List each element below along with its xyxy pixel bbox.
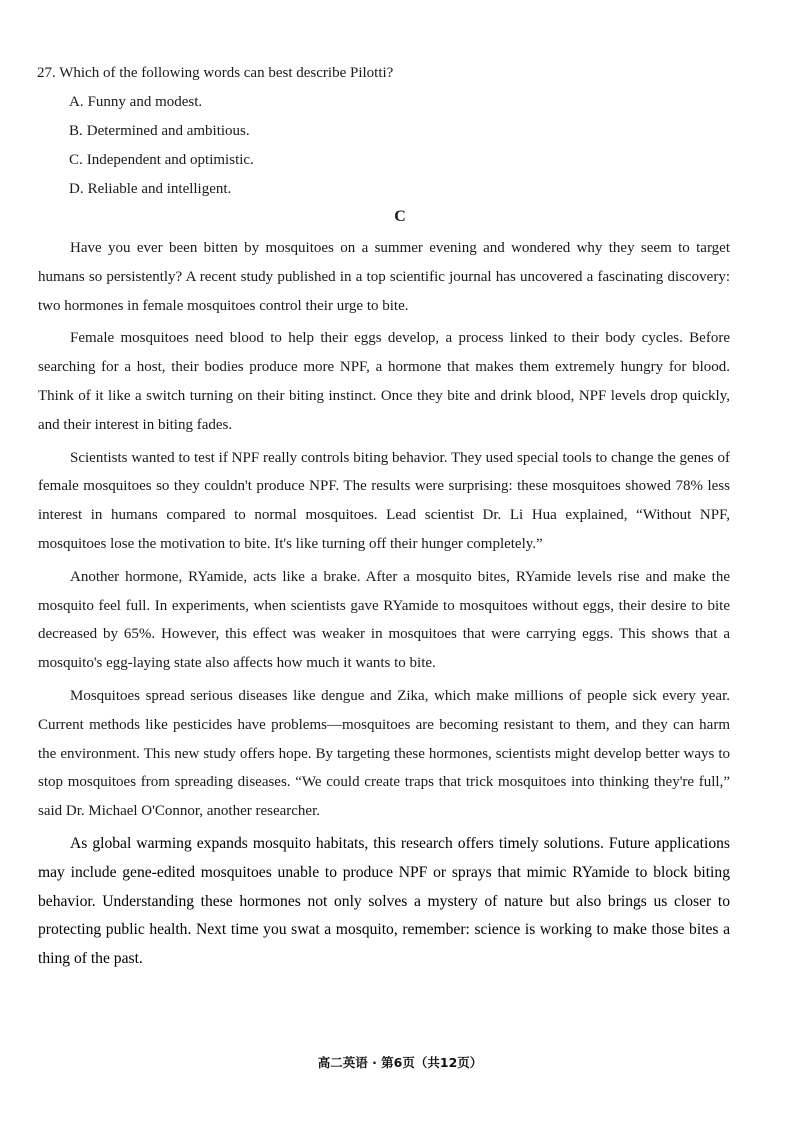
answer-options <box>37 91 737 200</box>
passage-paragraph: Have you ever been bitten by mosquitoes on a summer evening and wondered why they seem to target humans so persistently? A recent study published in a top scientific journal has uncovered a fascinating discovery: two hormones in female mosquitoes control their urge to bite. <box>38 240 730 314</box>
reading-passage <box>38 234 730 978</box>
question-stem: 27. Which of the following words can best describe Pilotti? <box>37 65 394 81</box>
option-letter: C. <box>69 152 83 168</box>
page-footer: 高二英语 · 第6页（共12页） <box>317 1055 483 1070</box>
passage-paragraph: As global warming expands mosquito habitats, this research offers timely solutions. Future applications may include gene-edited mosquitoes unable to produce NPF or sprays that mimic RYamide to block biting behavior. Understanding these hormones not only solves a mystery of nature but also brings us closer to protecting public health. Next time you swat a mosquito, remember: science is working to make those bites a thing of the past. <box>38 834 730 968</box>
option-text: Reliable and intelligent. <box>87 181 232 197</box>
option-letter: B. <box>69 123 83 139</box>
question-27 <box>37 62 737 200</box>
option-b <box>69 120 737 142</box>
option-c <box>69 149 737 171</box>
passage-paragraph: Scientists wanted to test if NPF really controls biting behavior. They used special tools to change the genes of female mosquitoes so they couldn't produce NPF. The results were surprising: these mosquitoes showed 78% less interest in humans compared to normal mosquitoes. Lead scientist Dr. Li Hua explained, “Without NPF, mosquitoes lose the motivation to bite. It's like turning off their hunger completely.” <box>38 449 730 552</box>
option-letter: D. <box>69 181 84 197</box>
option-text: Independent and optimistic. <box>86 152 254 168</box>
passage-paragraph: Mosquitoes spread serious diseases like dengue and Zika, which make millions of people sick every year. Current methods like pesticides have problems—mosquitoes are becoming resistant to them, and they can harm the environment. This new study offers hope. By targeting these hormones, scientists might develop better ways to stop mosquitoes from spreading diseases. “We could create traps that trick mosquitoes into thinking they're full,” said Dr. Michael O'Connor, another researcher. <box>38 687 730 820</box>
option-d <box>69 178 737 200</box>
option-text: Funny and modest. <box>87 94 203 110</box>
option-text: Determined and ambitious. <box>86 123 250 139</box>
passage-paragraph: Another hormone, RYamide, acts like a brake. After a mosquito bites, RYamide levels rise and make the mosquito feel full. In experiments, when scientists gave RYamide to mosquitoes without eggs, their desire to bite decreased by 65%. However, this effect was weaker in mosquitoes that were carrying eggs. This shows that a mosquito's egg-laying state also affects how much it wants to bite. <box>38 568 730 672</box>
section-heading: C <box>394 208 406 225</box>
option-letter: A. <box>69 94 84 110</box>
option-a <box>69 91 737 113</box>
passage-paragraph: Female mosquitoes need blood to help their eggs develop, a process linked to their body cycles. Before searching for a host, their bodies produce more NPF, a hormone that makes them extremely hungry for blood. Think of it like a switch turning on their biting instinct. Once they bite and drink blood, NPF levels drop quickly, and their interest in biting fades. <box>38 330 730 433</box>
